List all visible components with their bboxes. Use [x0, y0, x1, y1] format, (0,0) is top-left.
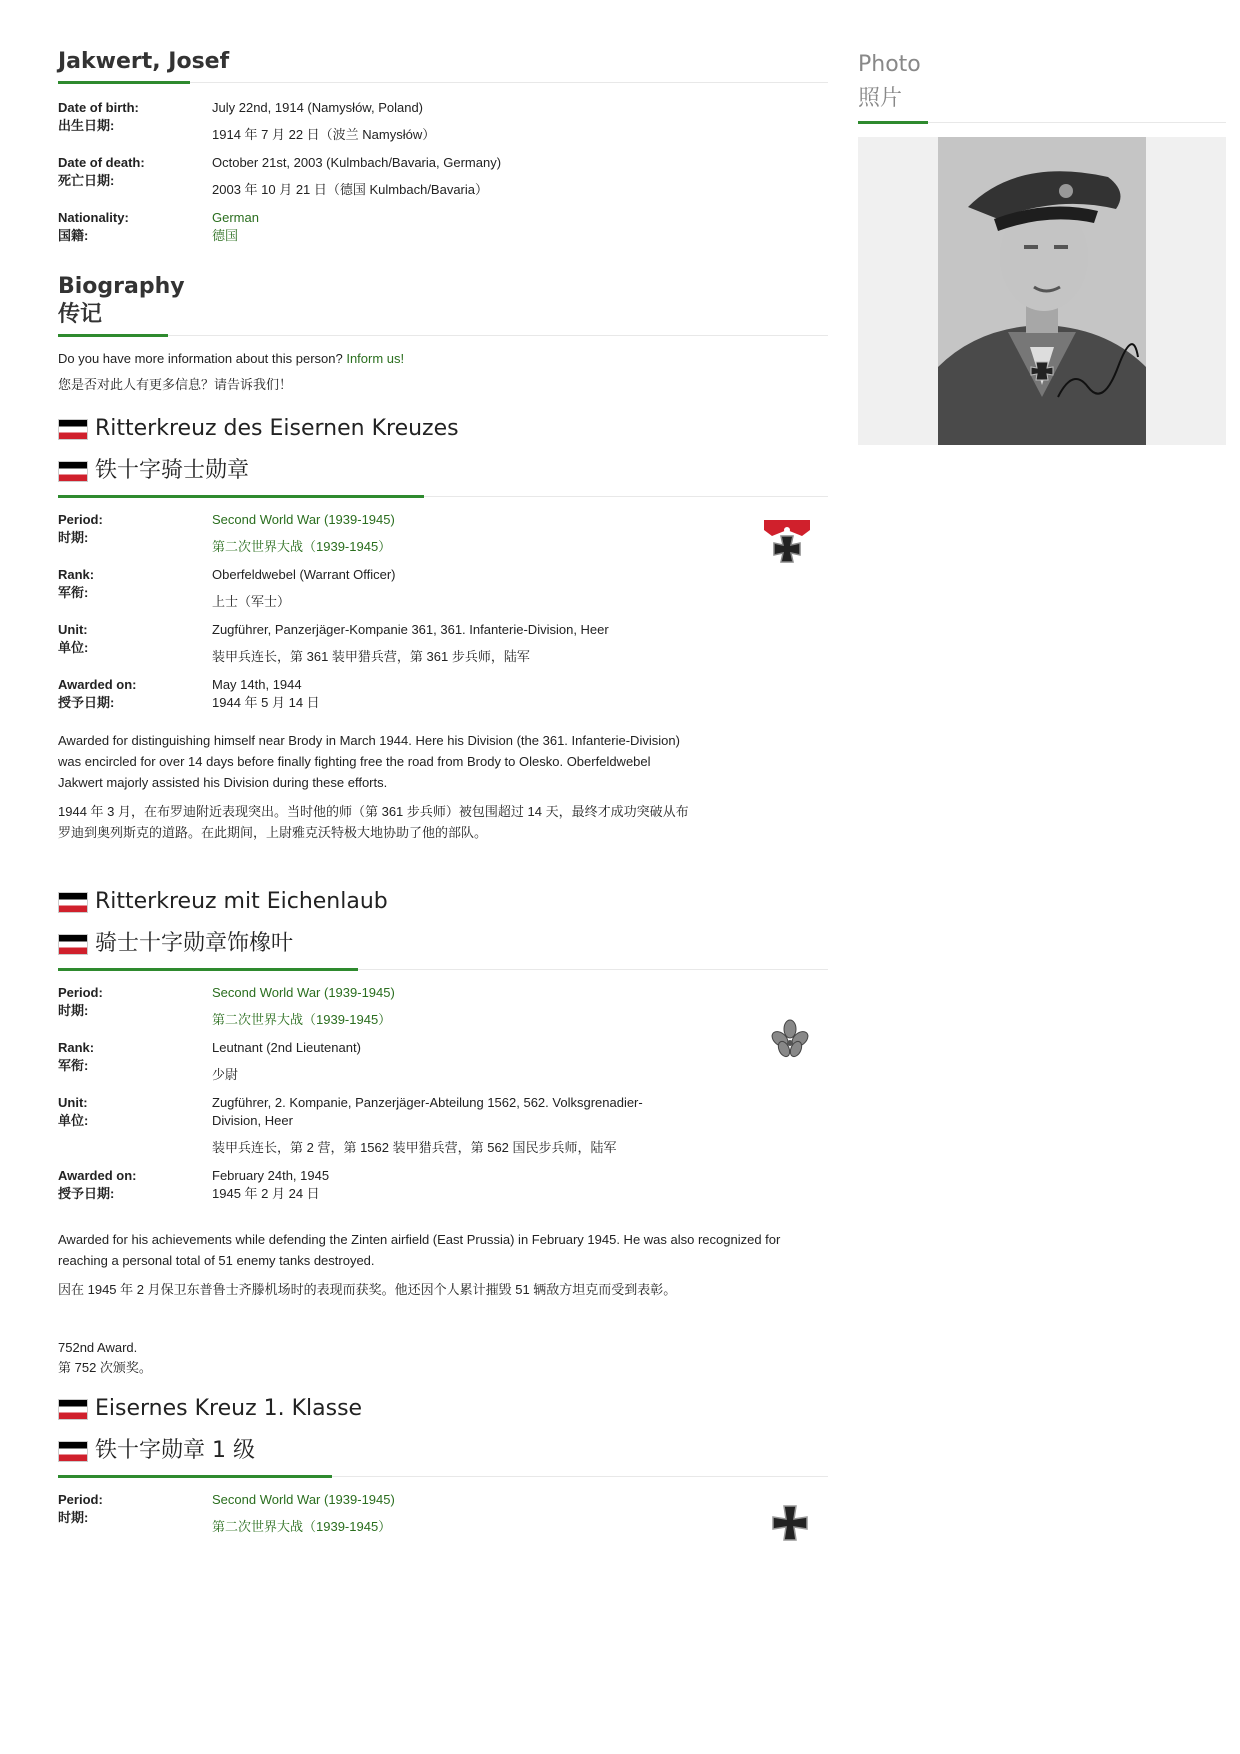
award-number-zh: 第 752 次颁奖。	[58, 1360, 152, 1375]
award-description-zh: 1944 年 3 月，在布罗迪附近表现突出。当时他的师（第 361 步兵师）被包围超过 14 天，最终才成功突破从布罗迪到奥列斯克的道路。在此期间，上尉雅克沃特极大地协助了他的部队。	[58, 804, 689, 840]
photo-title-en: Photo	[858, 52, 921, 77]
date-value-en: February 24th, 1945	[212, 1168, 330, 1183]
label-nationality-en: Nationality:	[58, 210, 129, 225]
rank-value-en: Leutnant (2nd Lieutenant)	[212, 1040, 361, 1055]
inform-us-link[interactable]: Inform us!	[346, 351, 405, 366]
info-row-birth	[58, 99, 828, 144]
award-title-en: Eisernes Kreuz 1. Klasse	[58, 1388, 828, 1430]
period-link-en[interactable]: Second World War (1939-1945)	[212, 512, 395, 527]
award-details	[58, 1491, 828, 1536]
award-row-date: Awarded on: 授予日期: February 24th, 1945 1945 年 2 月 24 日	[58, 1168, 330, 1201]
unit-value-zh: 装甲兵连长，第 2 营，第 1562 装甲猎兵营，第 562 国民步兵师，陆军	[212, 1140, 617, 1155]
award-section-oak-leaves	[58, 881, 828, 1378]
award-description-en: Awarded for distinguishing himself near Brody in March 1944. Here his Division (the 361. Infanterie-Division) was encircled for over 14 days before finally fighting free the road from Brody to Olesko. Oberfeldwebel Jakwert majorly assisted his Division during these efforts.	[58, 733, 680, 790]
award-title-en: Ritterkreuz des Eisernen Kreuzes	[58, 408, 828, 450]
award-details	[58, 511, 828, 712]
award-description-zh: 因在 1945 年 2 月保卫东普鲁士齐滕机场时的表现而获奖。他还因个人累计摧毁 51 辆敌方坦克而受到表彰。	[58, 1282, 677, 1297]
title-underline	[58, 82, 828, 83]
rank-value-zh: 上士（军士）	[212, 594, 291, 609]
biography-title-en: Biography	[58, 274, 185, 299]
award-section-iron-cross	[58, 1388, 828, 1536]
biography-title	[58, 273, 828, 329]
nationality-link-zh[interactable]: 德国	[212, 228, 239, 243]
period-link-zh[interactable]: 第二次世界大战（1939-1945）	[212, 1519, 392, 1534]
award-title-en: Ritterkreuz mit Eichenlaub	[58, 881, 828, 923]
biography-underline	[58, 335, 828, 336]
award-row-period: Period: 时期: Second World War (1939-1945) 第二次世界大战（1939-1945）	[58, 985, 395, 1027]
flag-icon	[58, 419, 88, 440]
death-value-en: October 21st, 2003 (Kulmbach/Bavaria, Germany)	[212, 155, 502, 170]
flag-icon	[58, 461, 88, 482]
flag-icon	[58, 892, 88, 913]
award-underline	[58, 1476, 828, 1477]
more-info-text: Do you have more information about this person?	[58, 351, 343, 366]
nationality-link-en[interactable]: German	[212, 210, 259, 225]
label-death-zh: 死亡日期:	[58, 173, 115, 188]
award-row-unit: Unit: 单位: Zugführer, 2. Kompanie, Panzerjäger-Abteilung 1562, 562. Volksgrenadier-Division, Heer 装甲兵连长，第 2 营，第 1562 装甲猎兵营，第 562 国民步兵师，陆军	[58, 1094, 828, 1157]
rank-value-en: Oberfeldwebel (Warrant Officer)	[212, 567, 396, 582]
unit-value-en: Zugführer, 2. Kompanie, Panzerjäger-Abteilung 1562, 562. Volksgrenadier-Division, Heer	[212, 1095, 643, 1128]
award-row-rank: Rank: 军衔: Leutnant (2nd Lieutenant) 少尉	[58, 1040, 361, 1082]
label-death-en: Date of death:	[58, 155, 145, 170]
photo-sidebar	[858, 48, 1226, 445]
award-details	[58, 984, 828, 1203]
person-name: Jakwert, Josef	[58, 49, 230, 74]
date-value-zh: 1945 年 2 月 24 日	[212, 1186, 320, 1201]
birth-value-zh: 1914 年 7 月 22 日（波兰 Namysłów）	[212, 127, 436, 142]
period-link-en[interactable]: Second World War (1939-1945)	[212, 985, 395, 1000]
period-link-zh[interactable]: 第二次世界大战（1939-1945）	[212, 1012, 392, 1027]
period-link-zh[interactable]: 第二次世界大战（1939-1945）	[212, 539, 392, 554]
flag-icon	[58, 1441, 88, 1462]
award-row-period: Period: 时期: Second World War (1939-1945) 第二次世界大战（1939-1945）	[58, 1492, 395, 1534]
label-birth-zh: 出生日期:	[58, 118, 115, 133]
label-nationality-zh: 国籍:	[58, 228, 89, 243]
personal-info	[58, 99, 828, 245]
more-info-question-zh: 您是否对此人有更多信息？请告诉我们！	[58, 377, 293, 392]
award-row-date: Awarded on: 授予日期: May 14th, 1944 1944 年 5 月 14 日	[58, 677, 320, 710]
award-section-knights-cross	[58, 408, 828, 843]
flag-icon	[58, 1399, 88, 1420]
award-row-unit: Unit: 单位: Zugführer, Panzerjäger-Kompanie 361, 361. Infanterie-Division, Heer 装甲兵连长，第 361 装甲猎兵营，第 361 步兵师，陆军	[58, 622, 609, 664]
biography-title-zh: 传记	[58, 302, 103, 327]
main-column	[58, 48, 828, 1546]
award-row-rank: Rank: 军衔: Oberfeldwebel (Warrant Officer) 上士（军士）	[58, 567, 396, 609]
award-title-zh: 铁十字骑士勋章	[58, 450, 828, 492]
unit-value-zh: 装甲兵连长，第 361 装甲猎兵营，第 361 步兵师，陆军	[212, 649, 530, 664]
info-row-death	[58, 154, 828, 199]
award-title-zh: 骑士十字勋章饰橡叶	[58, 923, 828, 965]
unit-value-en: Zugführer, Panzerjäger-Kompanie 361, 361. Infanterie-Division, Heer	[212, 622, 609, 637]
award-underline	[58, 969, 828, 970]
portrait-photo[interactable]	[938, 137, 1146, 445]
photo-title-zh: 照片	[858, 86, 903, 111]
photo-underline	[858, 122, 1226, 123]
death-value-zh: 2003 年 10 月 21 日（德国 Kulmbach/Bavaria）	[212, 182, 489, 197]
info-row-nationality	[58, 209, 828, 245]
award-underline	[58, 496, 828, 497]
rank-value-zh: 少尉	[212, 1067, 239, 1082]
date-value-zh: 1944 年 5 月 14 日	[212, 695, 320, 710]
photo-frame	[858, 137, 1226, 445]
birth-value-en: July 22nd, 1914 (Namysłów, Poland)	[212, 100, 424, 115]
award-description-en: Awarded for his achievements while defending the Zinten airfield (East Prussia) in February 1945. He was also recognized for reaching a personal total of 51 enemy tanks destroyed.	[58, 1232, 781, 1268]
award-title-zh: 铁十字勋章 1 级	[58, 1430, 828, 1472]
award-number-note	[58, 1338, 828, 1378]
period-link-en[interactable]: Second World War (1939-1945)	[212, 1492, 395, 1507]
flag-icon	[58, 934, 88, 955]
label-birth-en: Date of birth:	[58, 100, 139, 115]
award-row-period: Period: 时期: Second World War (1939-1945) 第二次世界大战（1939-1945）	[58, 512, 395, 554]
more-info-question	[58, 350, 828, 368]
biography-section	[58, 273, 828, 394]
date-value-en: May 14th, 1944	[212, 677, 302, 692]
award-number-en: 752nd Award.	[58, 1340, 138, 1355]
